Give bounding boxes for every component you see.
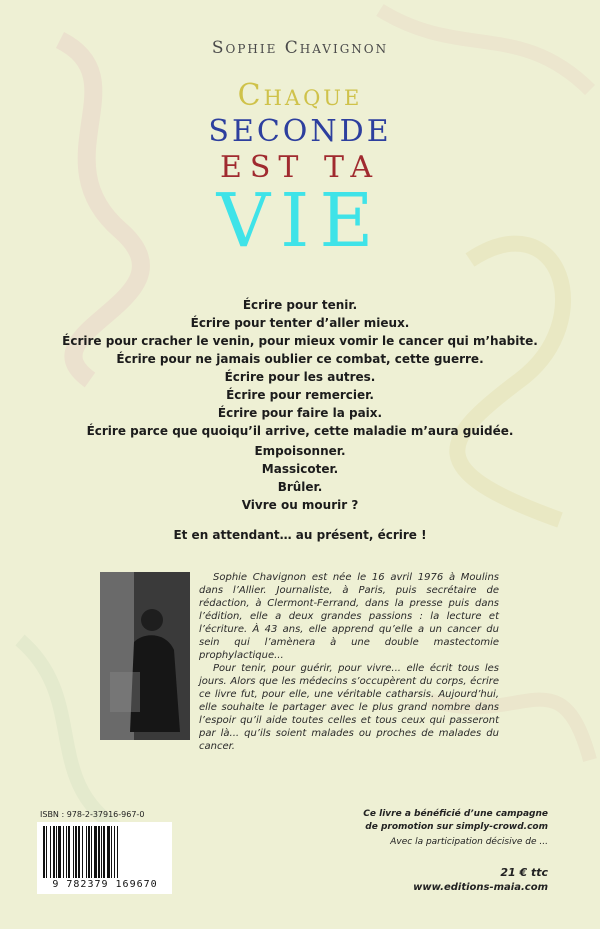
campaign-note: Ce livre a bénéficié d’une campagne de promotion sur simply-crowd.com [363, 809, 548, 832]
barcode-bar [101, 826, 102, 878]
barcode-bar [50, 826, 51, 878]
author-photo [100, 572, 190, 740]
poem-stanza-2 [0, 442, 600, 514]
poem-line: Écrire pour ne jamais oublier ce combat, cette guerre. [116, 352, 484, 366]
barcode-digits: 9 782379 169670 [52, 879, 158, 890]
bio-paragraph-2: Pour tenir, pour guérir, pour vivre... elle écrit tous les jours. Alors que les médecins s’occupèrent du corps, écrire ce livre fut, pour elle, une véritable catharsis. Aujourd’hui, elle souhaite le partager avec le plus grand nombre dans l’espoir qu’il aide toutes celles et tous ceux qui passeront par là... qu’ils soient malades ou proches de malades du cancer. [199, 663, 499, 752]
poem-line: Écrire pour tenir. [242, 298, 358, 312]
poem-line: Brûler. [277, 480, 323, 494]
barcode-bar [66, 826, 67, 878]
barcode-bar [107, 826, 110, 878]
title-line-4: VIE [216, 178, 384, 264]
isbn-label: ISBN : 978-2-37916-967-0 [40, 810, 145, 819]
title-line-3: EST TA [219, 150, 381, 185]
barcode-bar [58, 826, 61, 878]
poem-line: Écrire pour cracher le venin, pour mieux vomir le cancer qui m’habite. [62, 334, 538, 348]
author-biography [199, 571, 499, 753]
poem-line: Massicoter. [261, 462, 339, 476]
barcode-bar [114, 826, 115, 878]
publisher-website[interactable]: www.editions-maia.com [413, 882, 548, 893]
barcode-bar [56, 826, 57, 878]
barcode-bar [63, 826, 64, 878]
poem-line: Vivre ou mourir ? [241, 498, 359, 512]
barcode-bar [46, 826, 47, 878]
barcode-bar [68, 826, 70, 878]
barcode-bar [73, 826, 74, 878]
poem-line: Écrire pour les autres. [224, 370, 376, 384]
title-line-2: SECONDE [208, 114, 392, 149]
poem-line: Écrire pour tenter d’aller mieux. [190, 316, 410, 330]
poem-line: Empoisonner. [254, 444, 346, 458]
barcode-bar [117, 826, 118, 878]
author-photo-image [100, 572, 190, 740]
price: 21 € ttc [500, 866, 548, 879]
title-line-1: Chaque [237, 78, 363, 113]
barcode-bar [91, 826, 92, 878]
author-name: Sophie Chavignon [211, 38, 389, 58]
barcode-bar [94, 826, 97, 878]
bio-paragraph-1: Sophie Chavignon est née le 16 avril 1976 à Moulins dans l’Allier. Journaliste, à Paris, puis secrétaire de rédaction, à Clermont-Ferrand, dans la presse puis dans l’édition, elle a deux grandes passions : la lecture et l’écriture. À 43 ans, elle apprend qu’elle a un cancer du sein qui l’amènera à une double mastectomie prophylactique... [199, 572, 499, 661]
barcode-bar [86, 826, 87, 878]
participation-note: Avec la participation décisive de ... [390, 837, 548, 847]
poem-line: Écrire pour remercier. [226, 388, 374, 402]
poem-closing [0, 526, 600, 544]
barcode-bar [103, 826, 105, 878]
barcode-bar [98, 826, 100, 878]
poem-line: Écrire pour faire la paix. [217, 406, 383, 420]
barcode-bar [88, 826, 90, 878]
barcode-bar [43, 826, 45, 878]
poem-closing-line: Et en attendant… au présent, écrire ! [173, 528, 427, 542]
barcode-bar [82, 826, 83, 878]
poem-stanza-1 [0, 296, 600, 440]
barcode-bar [75, 826, 77, 878]
barcode-bar [111, 826, 112, 878]
poem-line: Écrire parce que quoiqu’il arrive, cette maladie m’aura guidée. [86, 424, 514, 438]
barcode-bar [53, 826, 55, 878]
barcode-bar [78, 826, 80, 878]
